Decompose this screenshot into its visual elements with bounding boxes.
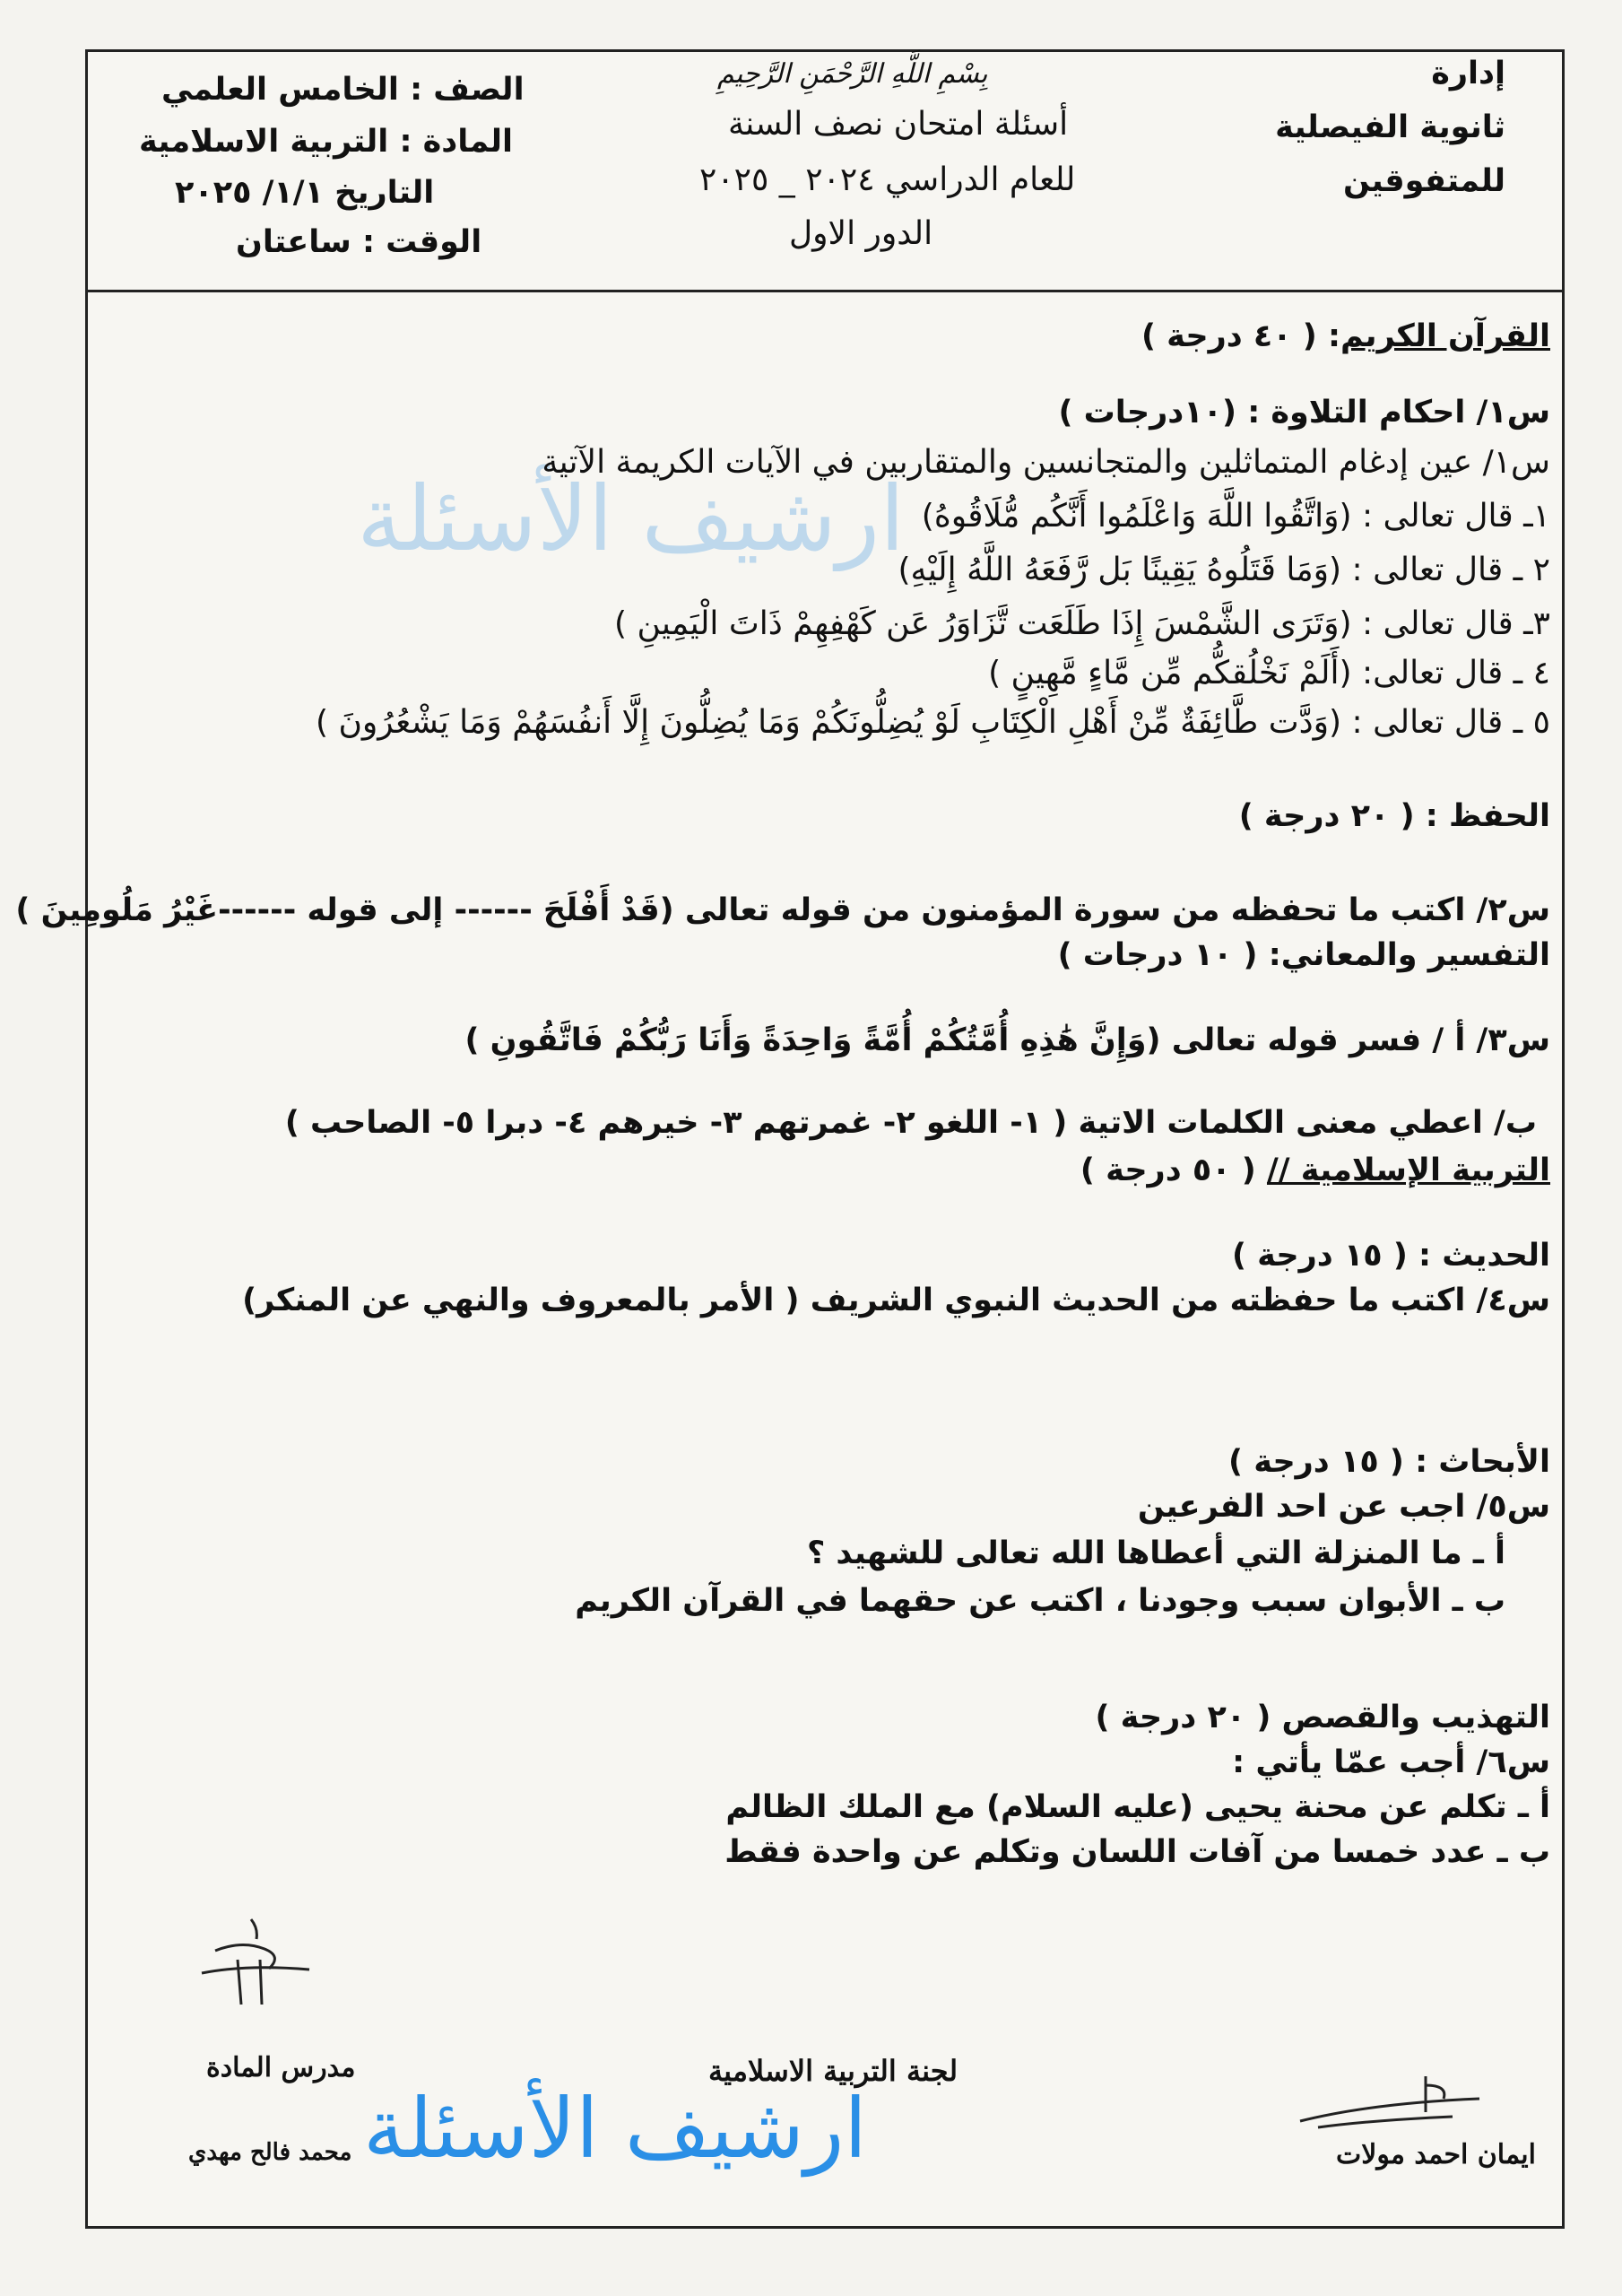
q3b: ب/ اعطي معنى الكلمات الاتية ( ١- اللغو ٢- غمرتهم ٣- خيرهم ٤- دبرا ٥- الصاحب ) (284, 1105, 1537, 1141)
header-honors: للمتفوقين (1342, 163, 1505, 199)
class-label: الصف : الخامس العلمي (161, 72, 525, 108)
q1-prompt: س١/ عين إدغام المتماثلين والمتجانسين والمتقاربين في الآيات الكريمة الآتية (542, 444, 1550, 481)
q1-verse-4: ٤ ـ قال تعالى: (أَلَمْ نَخْلُقكُّم مِّن مَّاءٍ مَّهِينٍ ) (988, 655, 1550, 691)
committee-label: لجنة التربية الاسلامية (708, 2054, 958, 2088)
tafsir-title: التفسير والمعاني: ( ١٠ درجات ) (1057, 937, 1550, 973)
q1-title: س١/ احكام التلاوة : (١٠درجات ) (1058, 395, 1550, 430)
header-divider (88, 290, 1562, 292)
admin-signature (1291, 2072, 1488, 2144)
header-admin: إدارة (1431, 56, 1505, 91)
q6-b: ب ـ عدد خمسا من آفات اللسان وتكلم عن واحدة فقط (724, 1834, 1550, 1870)
exam-round: الدور الاول (789, 215, 933, 252)
q6-a: أ ـ تكلم عن محنة يحيى (عليه السلام) مع الملك الظالم (725, 1789, 1550, 1825)
quran-section-marks: : ( ٤٠ درجة ) (1141, 318, 1340, 354)
q1-verse-3: ٣ـ قال تعالى : (وَتَرَى الشَّمْسَ إِذَا طَلَعَت تَّزَاوَرُ عَن كَهْفِهِمْ ذَاتَ الْيَمِينِ ) (614, 605, 1550, 642)
quran-section-title: القرآن الكريم (1340, 318, 1550, 354)
header-school: ثانوية الفيصلية (1275, 109, 1505, 145)
hifz-title: الحفظ : ( ٢٠ درجة ) (1238, 798, 1550, 834)
islamic-section-heading (1080, 1152, 1550, 1188)
watermark-bottom: ارشيف الأسئلة (363, 2081, 867, 2177)
date-label: التاريخ ١/١/ ٢٠٢٥ (175, 175, 435, 211)
research-title: الأبحاث : ( ١٥ درجة ) (1228, 1444, 1550, 1480)
teacher-name: محمد فالح مهدي (188, 2139, 352, 2166)
q3a: س٣/ أ / فسر قوله تعالى (وَإِنَّ هَٰذِهِ أُمَّتُكُمْ أُمَّةً وَاحِدَةً وَأَنَا رَبُّكُمْ فَاتَّقُونِ ) (464, 1022, 1550, 1058)
q1-verse-2: ٢ ـ قال تعالى : (وَمَا قَتَلُوهُ يَقِينًا بَل رَّفَعَهُ اللَّهُ إِلَيْهِ) (898, 552, 1550, 588)
quran-section-heading (1141, 318, 1550, 354)
q5: س٥/ اجب عن احد الفرعين (1137, 1489, 1550, 1525)
watermark-faint: ارشيف الأسئلة (357, 466, 905, 571)
ethics-title: التهذيب والقصص ( ٢٠ درجة ) (1095, 1700, 1550, 1735)
hadith-title: الحديث : ( ١٥ درجة ) (1232, 1238, 1550, 1274)
time-label: الوقت : ساعتان (236, 224, 482, 260)
teacher-signature (188, 1910, 332, 2027)
subject-label: المادة : التربية الاسلامية (139, 124, 514, 160)
q1-verse-1: ١ـ قال تعالى : (وَاتَّقُوا اللَّهَ وَاعْلَمُوا أَنَّكُم مُّلَاقُوهُ) (921, 498, 1550, 535)
islamic-section-marks: ( ٥٠ درجة ) (1080, 1152, 1267, 1188)
q5-b: ب ـ الأبوان سبب وجودنا ، اكتب عن حقهما في القرآن الكريم (575, 1583, 1505, 1619)
exam-title: أسئلة امتحان نصف السنة (728, 106, 1069, 143)
q1-verse-5: ٥ ـ قال تعالى : (وَدَّت طَّائِفَةٌ مِّنْ أَهْلِ الْكِتَابِ لَوْ يُضِلُّونَكُمْ وَمَا يُضِلُّونَ إِلَّا أَنفُسَهُمْ وَمَا يَشْعُرُونَ ) (316, 704, 1550, 741)
teacher-label: مدرس المادة (206, 2052, 356, 2083)
q5-a: أ ـ ما المنزلة التي أعطاها الله تعالى للشهيد ؟ (806, 1535, 1505, 1571)
admin-name: ايمان احمد مولات (1336, 2139, 1536, 2170)
islamic-section-title: التربية الإسلامية // (1266, 1152, 1550, 1188)
q2: س٢/ اكتب ما تحفظه من سورة المؤمنون من قوله تعالى (قَدْ أَفْلَحَ ------ إلى قوله ------غَيْرُ مَلُومِينَ ) (15, 892, 1550, 928)
q6: س٦/ أجب عمّا يأتي : (1232, 1744, 1550, 1780)
basmala: بِسْمِ اللَّهِ الرَّحْمَنِ الرَّحِيمِ (717, 58, 988, 90)
academic-year: للعام الدراسي ٢٠٢٤ _ ٢٠٢٥ (699, 161, 1076, 198)
q4: س٤/ اكتب ما حفظته من الحديث النبوي الشريف ( الأمر بالمعروف والنهي عن المنكر) (242, 1283, 1550, 1318)
